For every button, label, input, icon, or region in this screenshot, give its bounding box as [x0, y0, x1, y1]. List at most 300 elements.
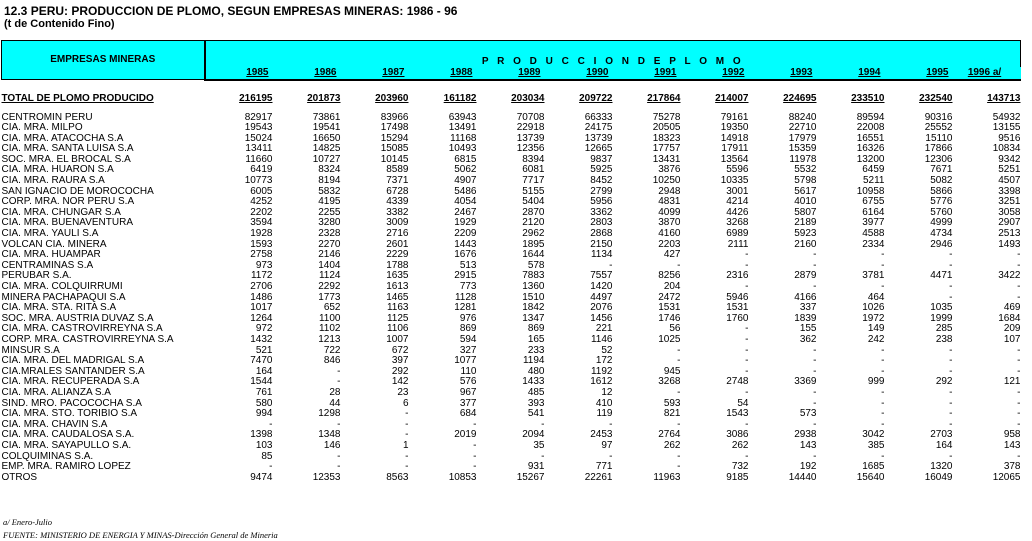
- production-value: 2948: [658, 185, 681, 197]
- production-value: 6: [402, 397, 409, 409]
- company-name: CIA. MRA. CAUDALOSA S.A.: [1, 429, 135, 441]
- production-value: -: [473, 450, 477, 462]
- production-value: 17498: [380, 122, 409, 134]
- production-value: -: [1017, 344, 1021, 356]
- production-value: 25552: [924, 122, 953, 134]
- production-value: -: [949, 418, 953, 430]
- table-row: [2, 271, 1021, 282]
- total-value: 203034: [511, 92, 545, 104]
- production-value: -: [337, 461, 341, 473]
- production-value: 5760: [930, 206, 953, 218]
- production-value: 3042: [862, 429, 885, 441]
- production-value: 5866: [930, 185, 953, 197]
- production-value: 1842: [522, 302, 545, 314]
- production-value: 192: [799, 461, 817, 473]
- production-value: 142: [391, 376, 409, 388]
- production-value: 4831: [658, 196, 681, 208]
- production-value: 362: [799, 333, 817, 345]
- production-value: 3009: [386, 217, 409, 229]
- production-value: 1163: [386, 302, 409, 314]
- production-value: 13739: [516, 132, 545, 144]
- production-value: 10250: [652, 175, 681, 187]
- production-value: 521: [255, 344, 273, 356]
- production-value: 15267: [516, 471, 545, 483]
- production-value: 2209: [454, 228, 477, 240]
- company-name: MINERA PACHAPAQUI S.A: [1, 291, 126, 303]
- production-value: 15359: [788, 143, 817, 155]
- production-value: 5956: [590, 196, 613, 208]
- production-value: 976: [459, 312, 477, 324]
- company-name: CIA. MRA. RAURA S.A: [1, 175, 105, 187]
- production-value: 1320: [930, 461, 953, 473]
- production-value: 1102: [318, 323, 341, 335]
- total-value: 209722: [579, 92, 613, 104]
- production-value: 397: [391, 355, 409, 367]
- production-value: 5923: [794, 228, 817, 240]
- production-value: 1839: [794, 312, 817, 324]
- production-value: 4588: [862, 228, 885, 240]
- production-value: 1146: [590, 333, 613, 345]
- table-row: [2, 409, 1021, 420]
- production-value: 13739: [584, 132, 613, 144]
- production-value: 5062: [454, 164, 477, 176]
- production-value: -: [813, 355, 817, 367]
- company-name: CIA. MRA. HUAMPAR: [1, 249, 101, 261]
- production-value: 1124: [318, 270, 341, 282]
- production-value: 22710: [788, 122, 817, 134]
- production-value: -: [473, 418, 477, 430]
- production-value: 5211: [862, 175, 885, 187]
- production-value: 1264: [250, 312, 273, 324]
- production-value: 4734: [930, 228, 953, 240]
- production-value: 143: [1003, 439, 1021, 451]
- company-name: CIA. MRA. HUARON S.A: [1, 164, 114, 176]
- production-value: 1543: [726, 408, 749, 420]
- production-value: -: [473, 439, 477, 451]
- production-value: 3369: [794, 376, 817, 388]
- production-value: 9516: [998, 132, 1021, 144]
- production-value: 1493: [998, 238, 1021, 250]
- production-value: 79161: [720, 111, 749, 123]
- production-value: -: [405, 450, 409, 462]
- production-value: 3398: [998, 185, 1021, 197]
- production-value: 761: [255, 386, 273, 398]
- production-value: -: [405, 429, 409, 441]
- production-value: -: [881, 386, 885, 398]
- production-value: 3594: [250, 217, 273, 229]
- company-name: CIA. MRA. COLQUIRRUMI: [1, 281, 123, 292]
- production-value: 2758: [250, 249, 273, 261]
- source-note: FUENTE: MINISTERIO DE ENERGIA Y MINAS-Dirección General de Mineria: [3, 530, 278, 540]
- production-value: 7671: [930, 164, 953, 176]
- production-value: 2150: [590, 238, 613, 250]
- production-value: 2160: [794, 238, 817, 250]
- year-header: 1986: [273, 67, 341, 79]
- production-value: 2601: [386, 238, 409, 250]
- production-value: 262: [731, 439, 749, 451]
- production-value: 23: [397, 386, 409, 398]
- production-value: 9185: [726, 471, 749, 483]
- production-value: 10958: [856, 185, 885, 197]
- production-value: 464: [867, 291, 885, 303]
- production-value: 6081: [522, 164, 545, 176]
- production-value: 1432: [250, 333, 273, 345]
- production-value: 2748: [726, 376, 749, 388]
- production-value: -: [677, 461, 681, 473]
- production-value: 15110: [925, 132, 953, 144]
- production-value: 7883: [522, 270, 545, 282]
- production-value: 28: [329, 386, 341, 398]
- production-value: 2946: [930, 238, 953, 250]
- table-body: [2, 80, 1021, 484]
- table-row: [2, 473, 1021, 484]
- production-value: -: [881, 344, 885, 356]
- company-name: CORP. MRA. NOR PERU S.A: [1, 196, 135, 208]
- production-value: 164: [255, 365, 273, 377]
- production-value: 1684: [998, 312, 1021, 324]
- production-value: 2202: [250, 206, 273, 218]
- production-value: -: [881, 418, 885, 430]
- production-value: 16551: [856, 132, 885, 144]
- company-name: CIA. MRA. SANTA LUISA S.A: [1, 143, 134, 155]
- production-value: -: [1017, 291, 1021, 303]
- production-value: 103: [255, 439, 273, 451]
- company-name: CIA. MRA. CHAVIN S.A: [1, 418, 108, 430]
- total-value: 203960: [375, 92, 409, 104]
- production-value: 3280: [318, 217, 341, 229]
- production-value: 19350: [720, 122, 749, 134]
- production-value: -: [949, 450, 953, 462]
- total-value: 233510: [851, 92, 885, 104]
- production-value: -: [949, 249, 953, 261]
- production-value: 12306: [924, 153, 953, 165]
- production-value: -: [813, 249, 817, 261]
- production-value: 4252: [250, 196, 273, 208]
- production-value: 15640: [856, 471, 885, 483]
- production-value: 1635: [386, 270, 409, 282]
- production-value: 1128: [454, 291, 477, 303]
- production-value: -: [405, 418, 409, 430]
- production-value: -: [677, 418, 681, 430]
- production-value: 5946: [726, 291, 749, 303]
- production-value: 10145: [380, 153, 409, 165]
- production-value: 18323: [652, 132, 681, 144]
- production-value: 1612: [590, 376, 613, 388]
- production-value: 3251: [998, 196, 1021, 208]
- production-value: 14440: [788, 471, 817, 483]
- company-name: CIA. MRA. STA. RITA S.A: [1, 302, 117, 314]
- production-value: 2094: [522, 429, 545, 441]
- total-value: 143713: [987, 92, 1021, 104]
- company-name: EMP. MRA. RAMIRO LOPEZ: [1, 461, 131, 473]
- production-value: 4195: [318, 196, 341, 208]
- production-value: 85: [261, 450, 273, 462]
- production-value: 1347: [522, 312, 545, 324]
- production-value: 5155: [522, 185, 545, 197]
- production-value: 6989: [726, 228, 749, 240]
- production-value: 1593: [250, 238, 273, 250]
- production-value: 22261: [584, 471, 613, 483]
- production-value: -: [609, 418, 613, 430]
- total-row: [2, 89, 1021, 105]
- production-value: -: [745, 259, 749, 271]
- production-value: 2467: [454, 206, 477, 218]
- production-value: 1007: [386, 333, 409, 345]
- production-value: 1106: [386, 323, 409, 335]
- production-value: 722: [323, 344, 341, 356]
- production-value: 70708: [516, 111, 545, 123]
- production-value: 1348: [318, 429, 341, 441]
- production-value: 593: [663, 397, 681, 409]
- production-value: 1746: [658, 312, 681, 324]
- production-value: -: [1017, 259, 1021, 271]
- production-value: 3086: [726, 429, 749, 441]
- production-value: -: [881, 397, 885, 409]
- production-value: 14825: [312, 143, 341, 155]
- production-value: 14918: [720, 132, 749, 144]
- production-table: [1, 40, 1021, 483]
- production-value: -: [949, 281, 953, 292]
- production-value: 469: [1003, 302, 1021, 314]
- production-value: -: [745, 344, 749, 356]
- production-value: 10773: [244, 175, 273, 187]
- production-value: -: [881, 259, 885, 271]
- production-value: 2270: [318, 238, 341, 250]
- production-value: 1433: [522, 376, 545, 388]
- production-value: 869: [459, 323, 477, 335]
- footnote: a/ Enero-Julio: [3, 517, 53, 527]
- production-value: 88240: [788, 111, 817, 123]
- company-name: COLQUIMINAS S.A.: [1, 450, 94, 462]
- production-value: -: [949, 408, 953, 420]
- production-value: 56: [669, 323, 681, 335]
- production-value: 2120: [522, 217, 545, 229]
- production-value: 958: [1003, 429, 1021, 441]
- production-value: -: [1017, 397, 1021, 409]
- production-value: 4214: [726, 196, 749, 208]
- production-value: 2879: [794, 270, 817, 282]
- production-value: -: [677, 355, 681, 367]
- production-value: -: [949, 291, 953, 303]
- production-value: 19541: [312, 122, 341, 134]
- production-value: 63943: [448, 111, 477, 123]
- production-value: 10834: [992, 143, 1021, 155]
- table-row: [2, 282, 1021, 293]
- production-value: -: [813, 450, 817, 462]
- production-value: -: [949, 259, 953, 271]
- production-value: 385: [867, 439, 885, 451]
- production-value: 52: [601, 344, 613, 356]
- company-name: VOLCAN CIA. MINERA: [1, 238, 107, 250]
- production-value: 172: [595, 355, 613, 367]
- year-header: 1991: [613, 67, 681, 79]
- company-name: SIND. MRO. PACOCOCHA S.A: [1, 397, 142, 409]
- year-header: 1989: [477, 67, 545, 79]
- production-value: 337: [799, 302, 817, 314]
- production-value: 4166: [794, 291, 817, 303]
- production-value: -: [881, 408, 885, 420]
- production-value: 2334: [862, 238, 885, 250]
- production-value: 1999: [930, 312, 953, 324]
- production-value: 869: [527, 323, 545, 335]
- production-value: -: [473, 461, 477, 473]
- production-value: -: [745, 386, 749, 398]
- production-value: 5617: [794, 185, 817, 197]
- production-value: -: [1017, 386, 1021, 398]
- production-value: 5082: [930, 175, 953, 187]
- production-value: 377: [459, 397, 477, 409]
- production-value: 285: [935, 323, 953, 335]
- year-header: 1993: [749, 67, 817, 79]
- production-value: 12: [601, 386, 613, 398]
- production-value: 13491: [448, 122, 477, 134]
- production-value: 1026: [862, 302, 885, 314]
- production-value: 13411: [245, 143, 273, 155]
- production-value: -: [745, 249, 749, 261]
- total-value: 161182: [443, 92, 477, 104]
- production-value: 8324: [318, 164, 341, 176]
- production-value: 1465: [386, 291, 409, 303]
- production-value: -: [337, 376, 341, 388]
- production-value: -: [813, 281, 817, 292]
- total-value: 201873: [307, 92, 341, 104]
- production-value: 35: [533, 439, 545, 451]
- production-value: 2764: [658, 429, 681, 441]
- production-value: 4099: [658, 206, 681, 218]
- production-value: 2799: [590, 185, 613, 197]
- production-value: 1544: [250, 376, 273, 388]
- production-value: 9342: [998, 153, 1021, 165]
- production-value: 672: [391, 344, 409, 356]
- production-value: -: [337, 418, 341, 430]
- production-value: 11660: [245, 153, 273, 165]
- production-value: 2703: [930, 429, 953, 441]
- production-value: 1077: [454, 355, 477, 367]
- year-header: 1992: [681, 67, 749, 79]
- total-value: 214007: [715, 92, 749, 104]
- production-value: 44: [329, 397, 341, 409]
- production-value: 5832: [318, 185, 341, 197]
- production-value: 3422: [998, 270, 1021, 282]
- production-value: 4999: [930, 217, 953, 229]
- production-value: 233: [527, 344, 545, 356]
- production-value: 393: [527, 397, 545, 409]
- production-value: 6728: [386, 185, 409, 197]
- production-value: 573: [799, 408, 817, 420]
- production-value: -: [609, 450, 613, 462]
- production-value: 5776: [930, 196, 953, 208]
- total-value: 232540: [919, 92, 953, 104]
- production-value: 1613: [386, 281, 409, 292]
- production-value: -: [813, 418, 817, 430]
- production-value: 82917: [244, 111, 273, 123]
- production-value: 1676: [454, 249, 477, 261]
- production-value: 513: [459, 259, 477, 271]
- production-header: P R O D U C C I O N D E P L O M O: [205, 41, 1021, 68]
- production-value: 209: [1003, 323, 1021, 335]
- company-name: CIA. MRA. SAYAPULLO S.A.: [1, 439, 132, 451]
- production-value: 1281: [454, 302, 477, 314]
- production-value: -: [949, 397, 953, 409]
- production-value: -: [813, 344, 817, 356]
- production-value: 1213: [318, 333, 341, 345]
- production-value: 576: [459, 376, 477, 388]
- production-value: 427: [663, 249, 681, 261]
- production-value: 3977: [862, 217, 885, 229]
- company-name: SOC. MRA. AUSTRIA DUVAZ S.A: [1, 312, 154, 324]
- production-value: 4907: [454, 175, 477, 187]
- production-value: 2513: [998, 228, 1021, 240]
- production-value: 410: [595, 397, 613, 409]
- production-value: 5807: [794, 206, 817, 218]
- production-value: 22008: [856, 122, 885, 134]
- production-value: 5596: [726, 164, 749, 176]
- company-name: CIA. MRA. MILPO: [1, 122, 83, 134]
- production-value: -: [677, 386, 681, 398]
- production-value: 2907: [998, 217, 1021, 229]
- production-value: 10335: [720, 175, 749, 187]
- production-value: 2803: [590, 217, 613, 229]
- production-value: 2328: [318, 228, 341, 240]
- production-value: 3268: [726, 217, 749, 229]
- production-value: -: [949, 386, 953, 398]
- production-value: -: [881, 355, 885, 367]
- production-value: 1773: [318, 291, 341, 303]
- production-value: 2706: [250, 281, 273, 292]
- production-value: 16650: [312, 132, 341, 144]
- total-value: 216195: [239, 92, 273, 104]
- production-value: 143: [799, 439, 817, 451]
- table-row: [2, 240, 1021, 251]
- production-value: 17866: [924, 143, 953, 155]
- production-value: 155: [799, 323, 817, 335]
- production-value: 945: [663, 365, 681, 377]
- production-value: 7557: [590, 270, 613, 282]
- production-value: 1788: [386, 259, 409, 271]
- production-value: 13200: [856, 153, 885, 165]
- production-value: 3268: [658, 376, 681, 388]
- production-value: -: [881, 249, 885, 261]
- production-value: 1456: [590, 312, 613, 324]
- production-value: -: [1017, 355, 1021, 367]
- production-value: 10727: [312, 153, 341, 165]
- production-value: -: [1017, 365, 1021, 377]
- production-value: 771: [595, 461, 613, 473]
- production-value: 262: [663, 439, 681, 451]
- company-name: CENTROMIN PERU: [1, 111, 93, 123]
- production-value: 1685: [862, 461, 885, 473]
- production-value: 73861: [312, 111, 341, 123]
- production-value: 994: [255, 408, 273, 420]
- production-value: -: [881, 365, 885, 377]
- production-value: 15024: [244, 132, 273, 144]
- production-value: 480: [527, 365, 545, 377]
- production-value: 8394: [522, 153, 545, 165]
- table-row: [2, 388, 1021, 399]
- production-value: 24175: [584, 122, 613, 134]
- production-value: 6005: [250, 185, 273, 197]
- production-value: 10853: [448, 471, 477, 483]
- page-subtitle: (t de Contenido Fino): [4, 18, 115, 30]
- production-value: -: [745, 365, 749, 377]
- year-header: 1994: [817, 67, 885, 79]
- production-value: 6459: [862, 164, 885, 176]
- company-name: SOC. MRA. EL BROCAL S.A: [1, 153, 131, 165]
- production-value: 2189: [794, 217, 817, 229]
- production-value: 972: [255, 323, 273, 335]
- production-value: 7371: [386, 175, 409, 187]
- production-value: -: [745, 323, 749, 335]
